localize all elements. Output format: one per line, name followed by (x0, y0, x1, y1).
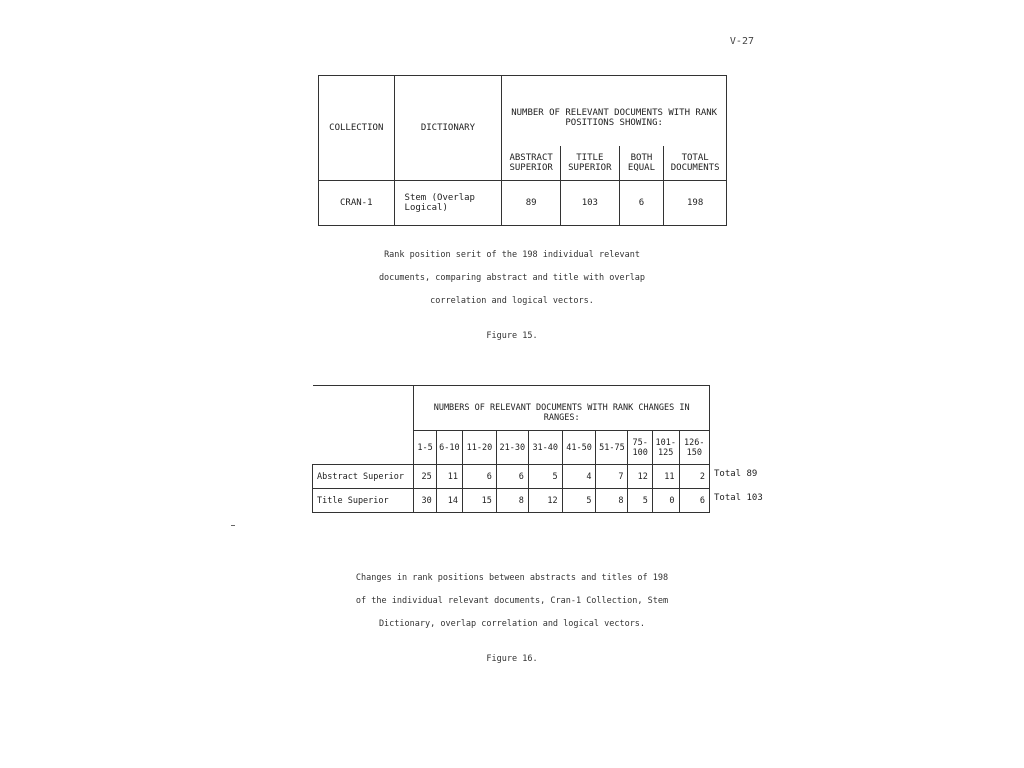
cell-value: 12 (528, 489, 562, 513)
cell-value: 14 (436, 489, 462, 513)
header-abstract-superior: ABSTRACT SUPERIOR (502, 146, 561, 181)
cell-value: 8 (596, 489, 628, 513)
cell-both-equal: 6 (619, 180, 664, 225)
cell-value: 0 (652, 489, 679, 513)
figure15-caption-line: correlation and logical vectors. (430, 296, 594, 306)
cell-dictionary: Stem (Overlap Logical) (394, 180, 502, 225)
cell-value: 6 (679, 489, 709, 513)
cell-value: 5 (528, 465, 562, 489)
figure15-caption-line: Rank position serit of the 198 individual relevant (384, 250, 640, 260)
cell-value: 2 (679, 465, 709, 489)
rank-changes-table (312, 385, 710, 513)
cell-value: 11 (436, 465, 462, 489)
cell-value: 12 (628, 465, 652, 489)
page-number: V-27 (729, 36, 754, 47)
cell-value: 4 (562, 465, 596, 489)
range-header: 21-30 (496, 431, 528, 465)
table-row (319, 180, 727, 225)
header-collection: COLLECTION (319, 76, 395, 181)
cell-collection: CRAN-1 (319, 180, 395, 225)
header-ranges-group: NUMBERS OF RELEVANT DOCUMENTS WITH RANK CHANGES IN RANGES: (414, 386, 710, 431)
range-header: 31-40 (528, 431, 562, 465)
row-label: Title Superior (313, 489, 414, 513)
table-row (313, 465, 710, 489)
range-header: 51-75 (596, 431, 628, 465)
header-total-documents: TOTAL DOCUMENTS (664, 146, 727, 181)
header-title-superior: TITLE SUPERIOR (560, 146, 619, 181)
cell-value: 8 (496, 489, 528, 513)
cell-value: 25 (414, 465, 437, 489)
cell-value: 15 (463, 489, 497, 513)
cell-value: 5 (562, 489, 596, 513)
figure16-caption-line: Dictionary, overlap correlation and logical vectors. (378, 619, 646, 629)
range-header: 11-20 (463, 431, 497, 465)
cell-value: 6 (496, 465, 528, 489)
cell-value: 6 (463, 465, 497, 489)
range-header: 41-50 (562, 431, 596, 465)
row-label: Abstract Superior (313, 465, 414, 489)
rank-position-table (318, 75, 727, 226)
row-total: Total 103 (714, 493, 763, 503)
cell-value: 30 (414, 489, 437, 513)
figure16-caption-line: of the individual relevant documents, Cran-1 Collection, Stem (355, 596, 669, 606)
cell-value: 5 (628, 489, 652, 513)
header-rank-group: NUMBER OF RELEVANT DOCUMENTS WITH RANK POSITIONS SHOWING: (502, 76, 727, 146)
table-row (313, 489, 710, 513)
figure16-label: Figure 16. (486, 654, 538, 664)
cell-value: 11 (652, 465, 679, 489)
range-header: 126-150 (679, 431, 709, 465)
cell-value: 7 (596, 465, 628, 489)
cell-title-superior: 103 (560, 180, 619, 225)
range-header: 75-100 (628, 431, 652, 465)
header-dictionary: DICTIONARY (394, 76, 502, 181)
figure16-caption-line: Changes in rank positions between abstracts and titles of 198 (355, 573, 669, 583)
range-header: 1-5 (414, 431, 437, 465)
range-header: 101-125 (652, 431, 679, 465)
cell-abstract-superior: 89 (502, 180, 561, 225)
row-total: Total 89 (714, 469, 758, 479)
figure15-caption-line: documents, comparing abstract and title with overlap (378, 273, 646, 283)
range-header: 6-10 (436, 431, 462, 465)
header-both-equal: BOTH EQUAL (619, 146, 664, 181)
figure15-label: Figure 15. (486, 331, 538, 341)
stray-mark (231, 525, 235, 526)
header-blank (313, 386, 414, 465)
cell-total-documents: 198 (664, 180, 727, 225)
